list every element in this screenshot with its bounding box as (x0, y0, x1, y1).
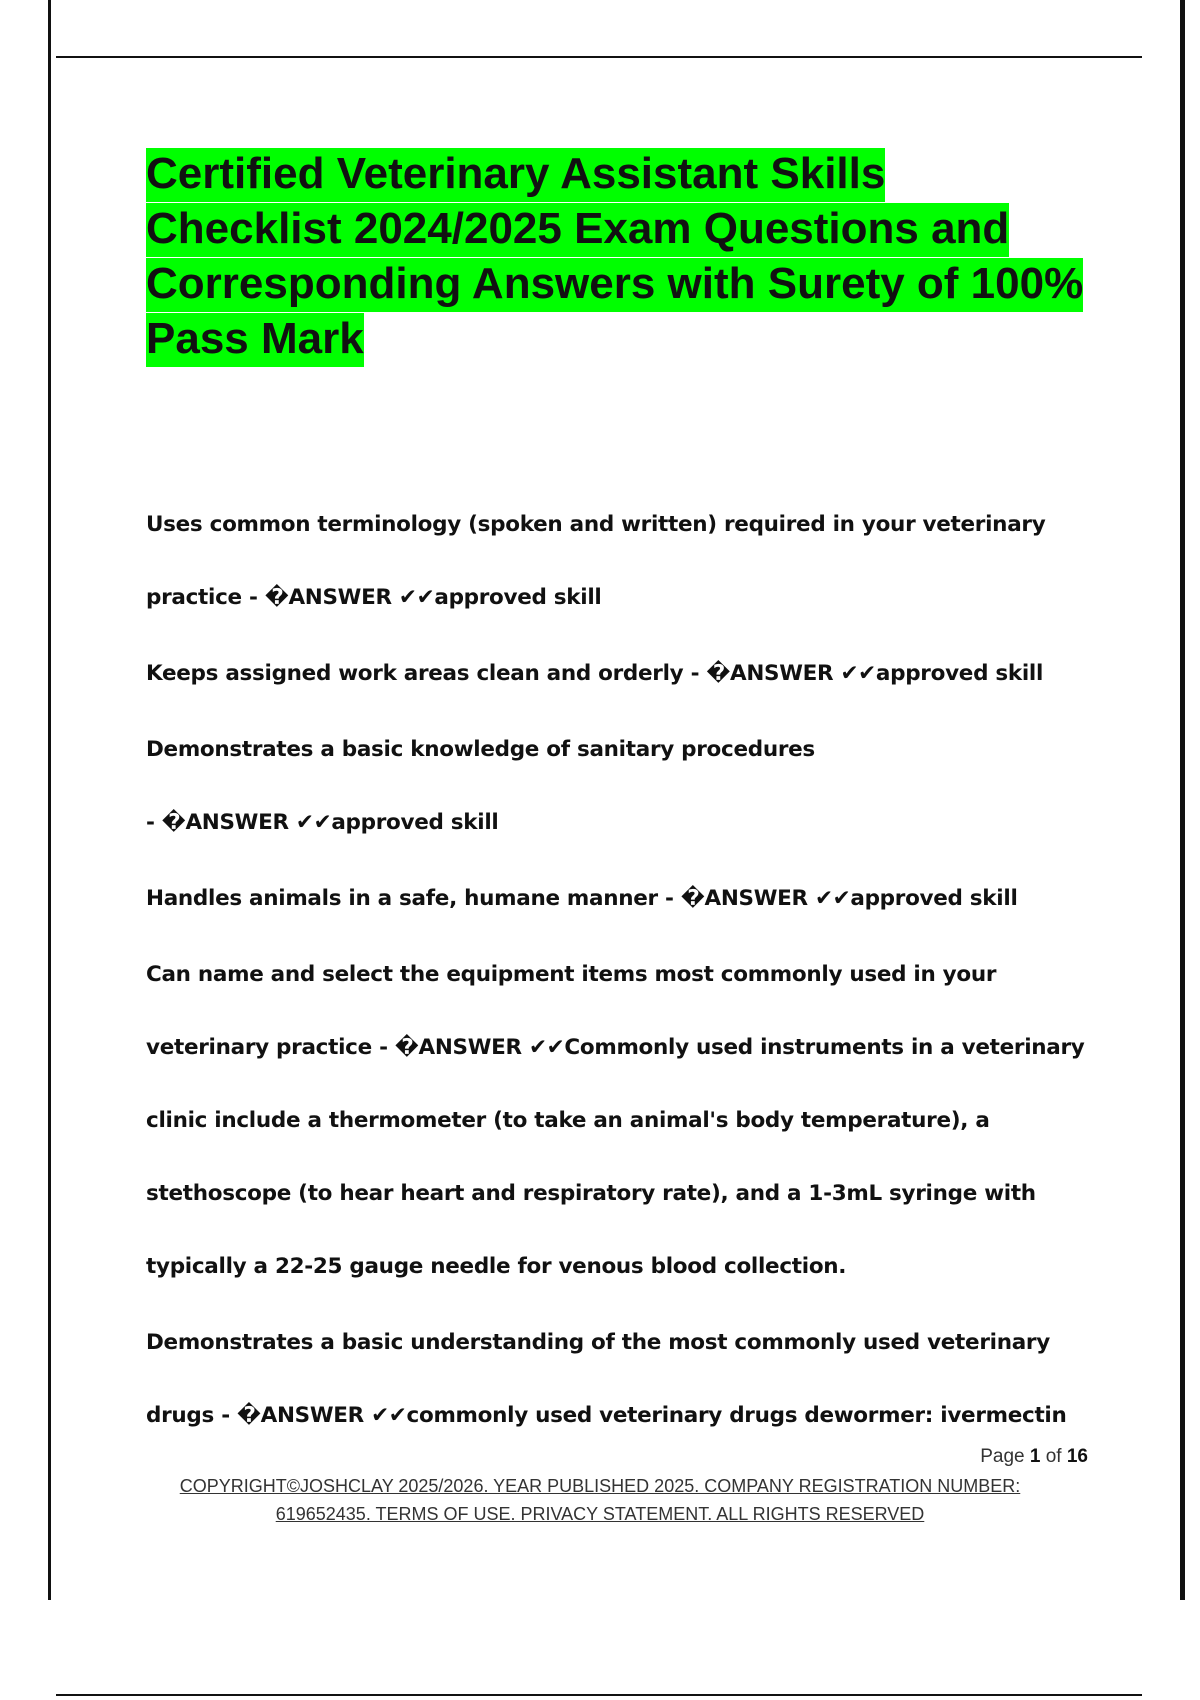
answer-marker: - �ANSWER (221, 1403, 372, 1428)
top-rule (56, 56, 1142, 58)
answer-marker: - �ANSWER (379, 1035, 529, 1060)
question-text: Uses common terminology (spoken and written) required in your veterinary practice (146, 512, 1046, 610)
qa-item (146, 938, 1086, 1303)
check-marks-icon: ✔✔ (814, 886, 851, 911)
question-text: Handles animals in a safe, humane manner (146, 886, 658, 911)
question-text: Demonstrates a basic understanding of the most commonly used veterinary drugs (146, 1330, 1050, 1428)
page-border-right (1180, 0, 1185, 1600)
answer-marker: - �ANSWER (146, 810, 296, 835)
check-marks-icon: ✔✔ (371, 1403, 407, 1428)
document-title-text: Certified Veterinary Assistant Skills Checklist 2024/2025 Exam Questions and Corresponding Answers with Surety of 100% Pass Mark (146, 148, 1083, 367)
check-marks-icon: ✔✔ (840, 661, 876, 686)
qa-item (146, 637, 1086, 710)
footer-copyright: COPYRIGHT©JOSHCLAY 2025/2026. YEAR PUBLISHED 2025. COMPANY REGISTRATION NUMBER: 619652435. TERMS OF USE. PRIVACY STATEMENT. ALL RIGHTS RESERVED (179, 1476, 1021, 1524)
question-text: Can name and select the equipment items most commonly used in your veterinary practice (146, 962, 997, 1060)
answer-marker: - �ANSWER (665, 886, 815, 911)
page-total: 16 (1066, 1446, 1088, 1467)
page-of: of (1045, 1446, 1062, 1467)
page-border-left (48, 0, 51, 1600)
answer-text: commonly used veterinary drugs dewormer: ivermectin (406, 1403, 1067, 1428)
qa-item (146, 488, 1086, 634)
answer-marker: - �ANSWER (249, 585, 399, 610)
check-marks-icon: ✔✔ (398, 585, 435, 610)
qa-item (146, 862, 1086, 935)
question-text: Keeps assigned work areas clean and orderly (146, 661, 684, 686)
document-title (146, 146, 1086, 366)
answer-text: Commonly used instruments in a veterinary clinic include a thermometer (to take an animal's body temperature), a stethoscope (to hear heart and respiratory rate), and a 1-3mL syringe with typically a 22-25 gauge needle for venous blood collection. (146, 1035, 1085, 1279)
answer-marker: - �ANSWER (690, 661, 841, 686)
qa-list (146, 488, 1086, 1455)
answer-text: approved skill (331, 810, 499, 835)
page-indicator (900, 1446, 1088, 1468)
question-text: Demonstrates a basic knowledge of sanitary procedures (146, 737, 815, 762)
qa-item (146, 713, 1086, 859)
bottom-rule (56, 1694, 1142, 1696)
check-marks-icon: ✔✔ (295, 810, 332, 835)
page-current: 1 (1029, 1446, 1041, 1467)
qa-item (146, 1306, 1086, 1452)
answer-text: approved skill (434, 585, 602, 610)
page-prefix: Page (980, 1446, 1025, 1467)
answer-text: approved skill (850, 886, 1018, 911)
answer-text: approved skill (875, 661, 1044, 686)
title-block (146, 146, 1086, 366)
check-marks-icon: ✔✔ (528, 1035, 565, 1060)
